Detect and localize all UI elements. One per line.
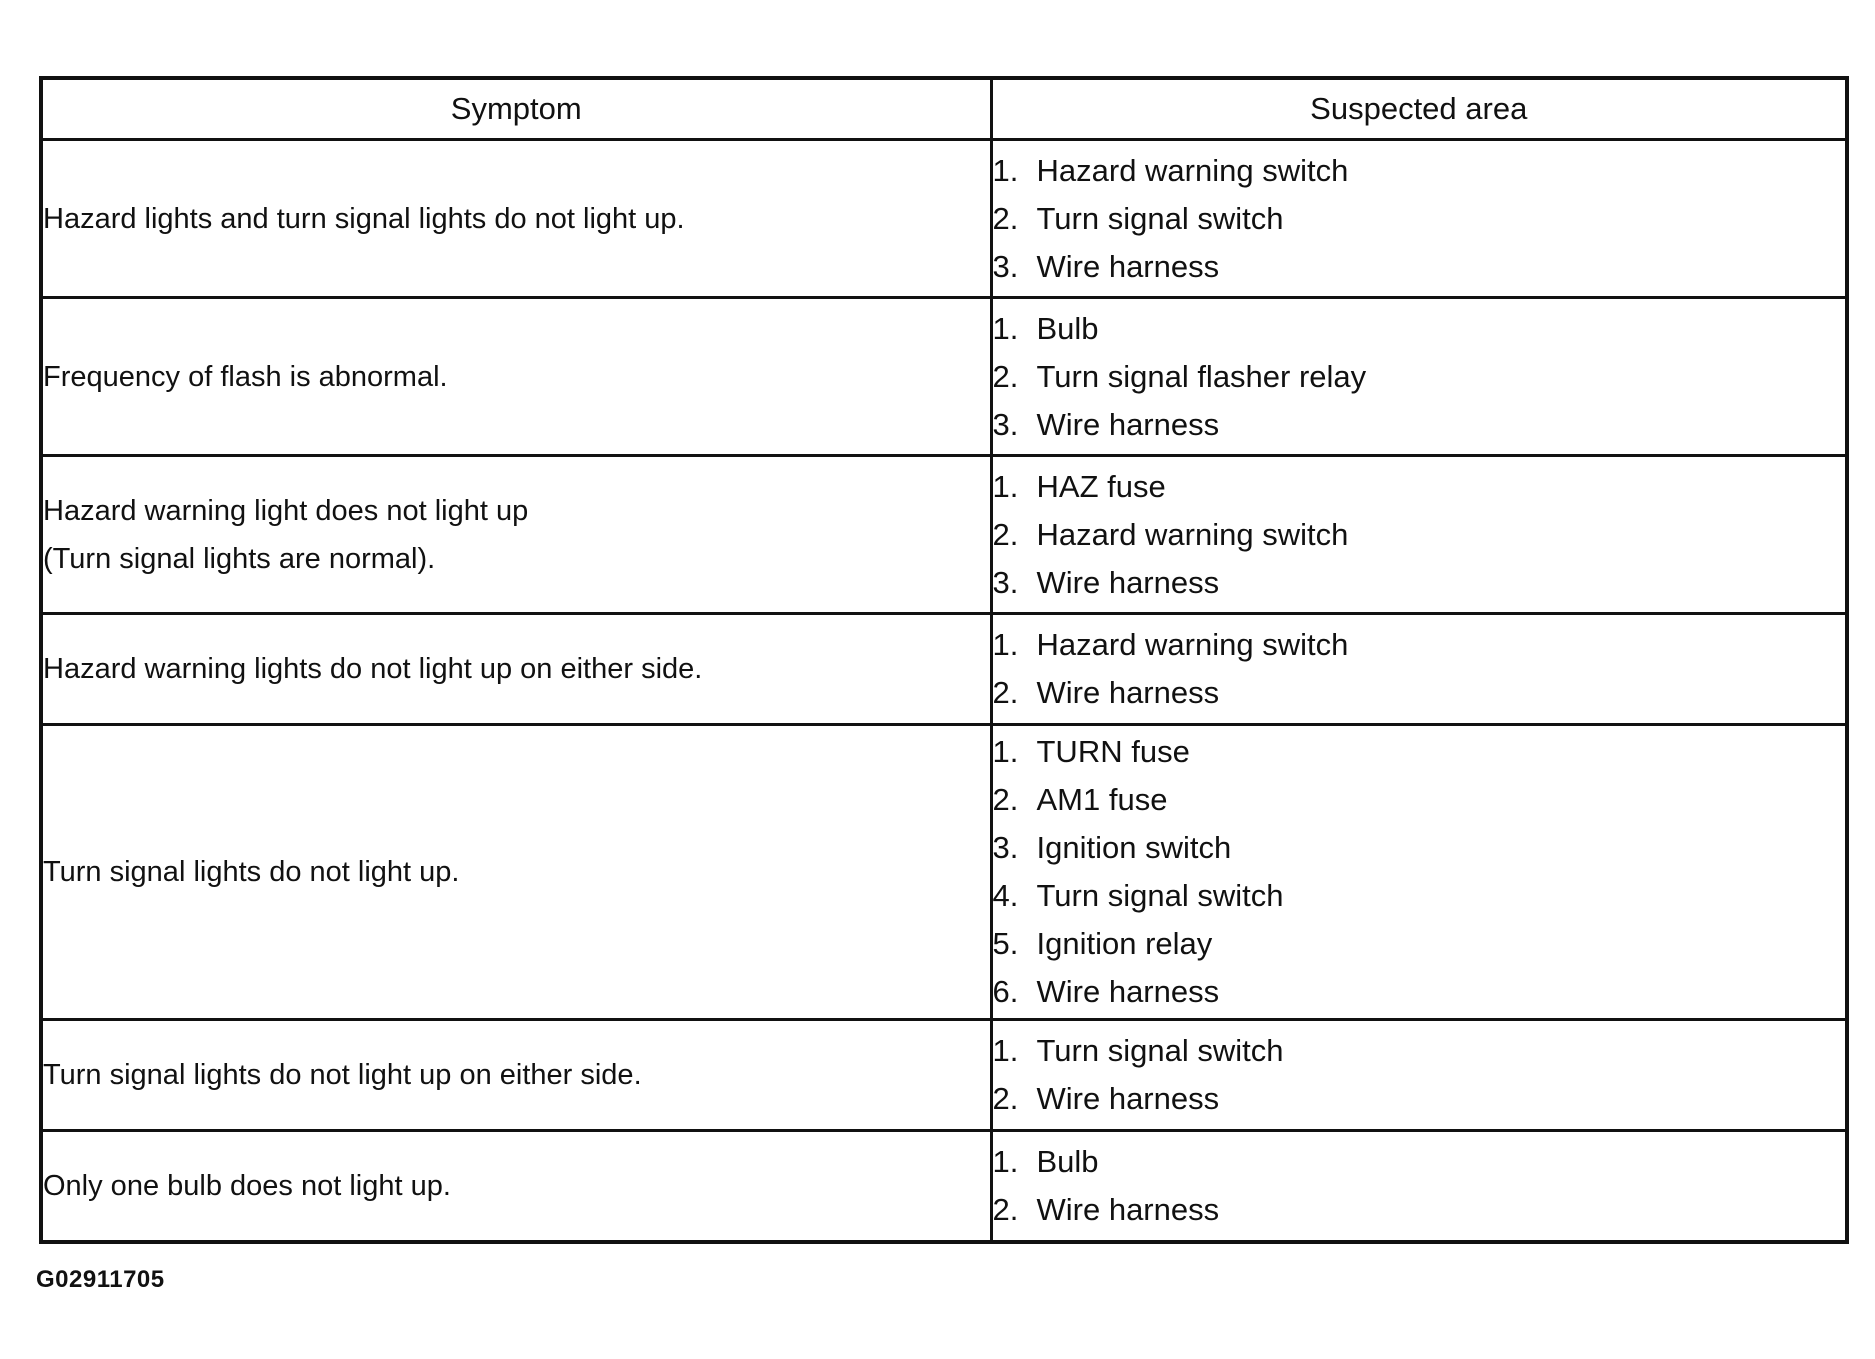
list-item [993,1138,1846,1186]
item-number: 1. [992,1144,1019,1179]
symptom-cell [41,1020,991,1131]
suspected-area-column-header: Suspected area [991,78,1847,140]
suspected-area-cell [991,614,1847,725]
item-number: 1. [992,627,1019,662]
table-row [41,298,1847,456]
item-number: 6. [992,974,1019,1009]
item-text: Wire harness [1036,248,1220,284]
item-text: Hazard warning switch [1036,627,1349,662]
item-number: 1. [992,734,1019,769]
item-text: Hazard warning switch [1036,152,1349,188]
suspected-area-list [993,621,1846,717]
table-row [41,140,1847,298]
item-text: Wire harness [1036,406,1220,442]
list-item [993,1075,1846,1123]
item-text: Hazard warning switch [1036,516,1349,552]
list-item [993,195,1846,243]
suspected-area-cell [991,298,1847,456]
table-row [41,1020,1847,1131]
item-number: 2. [992,1081,1019,1116]
item-text: Wire harness [1036,1192,1220,1227]
item-text: Turn signal switch [1036,200,1284,236]
suspected-area-list [993,1138,1846,1234]
symptom-text: Only one bulb does not light up. [43,1170,451,1202]
item-text: TURN fuse [1036,734,1190,769]
list-item [993,401,1846,449]
item-number: 1. [992,468,1019,504]
item-number: 1. [992,310,1019,346]
list-item [993,776,1846,824]
item-text: Turn signal switch [1036,1033,1284,1068]
list-item [993,1186,1846,1234]
list-item [993,728,1846,776]
symptom-cell [41,725,991,1020]
suspected-area-list [993,147,1846,291]
list-item [993,511,1846,559]
item-text: Turn signal switch [1036,878,1284,913]
item-number: 2. [992,782,1019,817]
symptom-text: Hazard warning light does not light up [43,494,529,527]
symptom-text: Hazard warning lights do not light up on either side. [43,653,703,685]
item-number: 2. [992,1192,1019,1227]
list-item [993,920,1846,968]
symptom-table [39,76,1849,1244]
item-number: 3. [992,564,1019,600]
list-item [993,1027,1846,1075]
suspected-area-cell [991,1131,1847,1243]
symptom-text: Turn signal lights do not light up on either side. [43,1059,642,1091]
item-number: 2. [992,516,1019,552]
symptom-cell [41,614,991,725]
item-text: Ignition relay [1036,926,1213,961]
header-row [41,78,1847,140]
list-item [993,243,1846,291]
symptom-cell [41,1131,991,1243]
suspected-area-cell [991,725,1847,1020]
item-number: 3. [992,830,1019,865]
item-text: Wire harness [1036,1081,1220,1116]
item-text: Bulb [1036,1144,1099,1179]
list-item [993,621,1846,669]
suspected-area-list [993,305,1846,449]
symptom-text: Turn signal lights do not light up. [43,856,460,888]
suspected-area-list [993,1027,1846,1123]
symptom-text: (Turn signal lights are normal). [43,542,436,575]
item-text: AM1 fuse [1036,782,1168,817]
item-text: Wire harness [1036,974,1220,1009]
item-number: 2. [992,200,1019,236]
list-item [993,559,1846,607]
item-number: 1. [992,152,1019,188]
list-item [993,872,1846,920]
symptom-cell [41,456,991,614]
list-item [993,147,1846,195]
item-text: HAZ fuse [1036,468,1166,504]
item-number: 2. [992,358,1019,394]
list-item [993,353,1846,401]
list-item [993,824,1846,872]
item-text: Bulb [1036,310,1099,346]
table-row [41,456,1847,614]
table-header [41,78,1847,140]
table-body [41,140,1847,1243]
item-number: 4. [992,878,1019,913]
list-item [993,463,1846,511]
symptom-cell [41,298,991,456]
list-item [993,669,1846,717]
symptom-text: Hazard lights and turn signal lights do not light up. [43,202,685,235]
list-item [993,968,1846,1016]
suspected-area-list [993,728,1846,1016]
symptom-text: Frequency of flash is abnormal. [43,360,448,393]
item-number: 3. [992,248,1019,284]
item-text: Wire harness [1036,564,1220,600]
table-row [41,1131,1847,1243]
symptom-cell [41,140,991,298]
suspected-area-cell [991,140,1847,298]
table-row [41,725,1847,1020]
symptom-column-header: Symptom [41,78,991,140]
list-item [993,305,1846,353]
item-number: 1. [992,1033,1019,1068]
suspected-area-cell [991,456,1847,614]
item-number: 3. [992,406,1019,442]
suspected-area-cell [991,1020,1847,1131]
suspected-area-list [993,463,1846,607]
table-row [41,614,1847,725]
item-text: Wire harness [1036,675,1220,710]
item-number: 2. [992,675,1019,710]
figure-id: G02911705 [36,1266,165,1293]
item-text: Turn signal flasher relay [1036,358,1367,394]
item-number: 5. [992,926,1019,961]
item-text: Ignition switch [1036,830,1232,865]
